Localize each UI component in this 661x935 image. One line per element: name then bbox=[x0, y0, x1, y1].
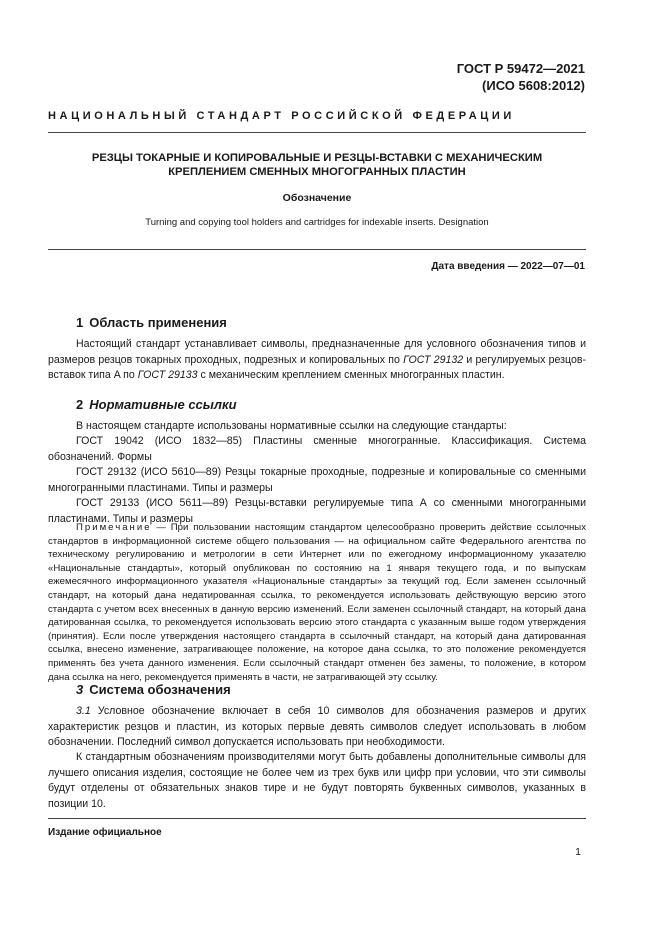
section-2-heading bbox=[76, 397, 237, 412]
title-line-1: РЕЗЦЫ ТОКАРНЫЕ И КОПИРОВАЛЬНЫЕ И РЕЗЦЫ-ВСТАВКИ С МЕХАНИЧЕСКИМ bbox=[91, 152, 543, 164]
text-run: с механическим креплением сменных многогранных пластин. bbox=[197, 369, 505, 382]
reference-item: ГОСТ 19042 (ИСО 1832—85) Пластины сменные многогранные. Классификация. Система обозначений. Формы bbox=[48, 435, 586, 463]
section-1-heading bbox=[76, 315, 227, 330]
note-label: Примечание bbox=[76, 522, 152, 533]
iso-number: (ИСО 5608:2012) bbox=[482, 78, 585, 93]
text-run: и регулируемых резцов-вставок типа A по bbox=[48, 353, 586, 382]
section-number: 3 bbox=[76, 682, 84, 697]
section-1-paragraph bbox=[48, 337, 586, 384]
section-title: Нормативные ссылки bbox=[89, 397, 237, 412]
section-2-intro: В настоящем стандарте использованы нормативные ссылки на следующие стандарты: bbox=[76, 420, 507, 432]
document-title bbox=[60, 151, 574, 179]
section-number: 2 bbox=[76, 397, 84, 412]
national-standard-heading: НАЦИОНАЛЬНЫЙ СТАНДАРТ РОССИЙСКОЙ ФЕДЕРАЦИИ bbox=[48, 110, 515, 122]
section-number: 1 bbox=[76, 315, 84, 330]
note-text: — При пользовании настоящим стандартом целесообразно проверить действие ссылочных стандартов в информационной системе общего пользования — на официальном сайте Федерального агентства по техническому регулированию и метрологии в сети Интернет или по ежегодному информационному указателю «Национальные стандарты», который опубликован по состоянию на 1 января текущего года, и по выпускам ежемесячного информационного указателя «Национальные стандарты» за текущий год. Если заменен ссылочный стандарт, на который дана недатированная ссылка, то рекомендуется использовать действующую версию этого стандарта с учетом всех внесенных в данную версию изменений. Если заменен ссылочный стандарт, на который дана датированная ссылка, то рекомендуется использовать версию этого стандарта с указанным выше годом утверждения (принятия). Если после утверждения настоящего стандарта в ссылочный стандарт, на который дана датированная ссылка, внесено изменение, затрагивающее положение, на которое дана ссылка, то это положение рекомендуется применять без учета данного изменения. Если ссылочный стандарт отменен без замены, то положение, в котором дана ссылка на него, рекомендуется применять в части, не затрагивающей эту ссылку. bbox=[48, 522, 586, 683]
official-edition-label: Издание официальное bbox=[48, 827, 162, 838]
reference-link: ГОСТ 29132 bbox=[403, 353, 464, 366]
clause-text: Условное обозначение включает в себя 10 символов для обозначения размеров и других характеристик резцов и пластин, из которых первые девять символов следует использовать в любом обозначении. Последний символ допускается использовать при необходимости. bbox=[48, 705, 586, 749]
text-run: Настоящий стандарт устанавливает символы, предназначенные для условного обозначения типов и размеров резцов токарных проходных, подрезных и копировальных по bbox=[48, 338, 586, 366]
standard-number: ГОСТ Р 59472—2021 bbox=[456, 61, 585, 76]
page-number: 1 bbox=[575, 846, 581, 858]
section-3-heading bbox=[76, 682, 231, 697]
standard-identifier bbox=[457, 60, 585, 94]
designation-subtitle: Обозначение bbox=[282, 192, 352, 204]
title-line-2: КРЕПЛЕНИЕМ СМЕННЫХ МНОГОГРАННЫХ ПЛАСТИН bbox=[168, 166, 466, 178]
header-rule bbox=[48, 132, 586, 133]
section-3-paragraph-1 bbox=[48, 704, 586, 751]
english-title: Turning and copying tool holders and cartridges for indexable inserts. Designation bbox=[145, 217, 489, 228]
note-paragraph bbox=[48, 521, 586, 684]
title-rule bbox=[48, 249, 586, 250]
clause-number: 3.1 bbox=[76, 705, 91, 717]
section-title: Область применения bbox=[89, 315, 227, 330]
reference-item: ГОСТ 29132 (ИСО 5610—89) Резцы токарные проходные, подрезные и копировальные со сменными многогранными пластинами. Типы и размеры bbox=[48, 466, 586, 494]
reference-item: ГОСТ 29133 (ИСО 5611—89) Резцы-вставки регулируемые типа А со сменными многогранными пластинами. Типы и размеры bbox=[48, 497, 586, 525]
introduction-date: Дата введения — 2022—07—01 bbox=[431, 261, 585, 272]
footer-rule bbox=[48, 818, 586, 819]
section-3-paragraph-2: К стандартным обозначениям производителями могут быть добавлены дополнительные символы для лучшего описания изделия, состоящие не более чем из трех букв или цифр при условии, что эти символы будут отделены от обязательных знаков тире и не будут повторять буквенных символов, указанных в позиции 10. bbox=[48, 751, 586, 810]
reference-link: ГОСТ 29133 bbox=[137, 369, 198, 382]
section-title: Система обозначения bbox=[89, 682, 231, 697]
